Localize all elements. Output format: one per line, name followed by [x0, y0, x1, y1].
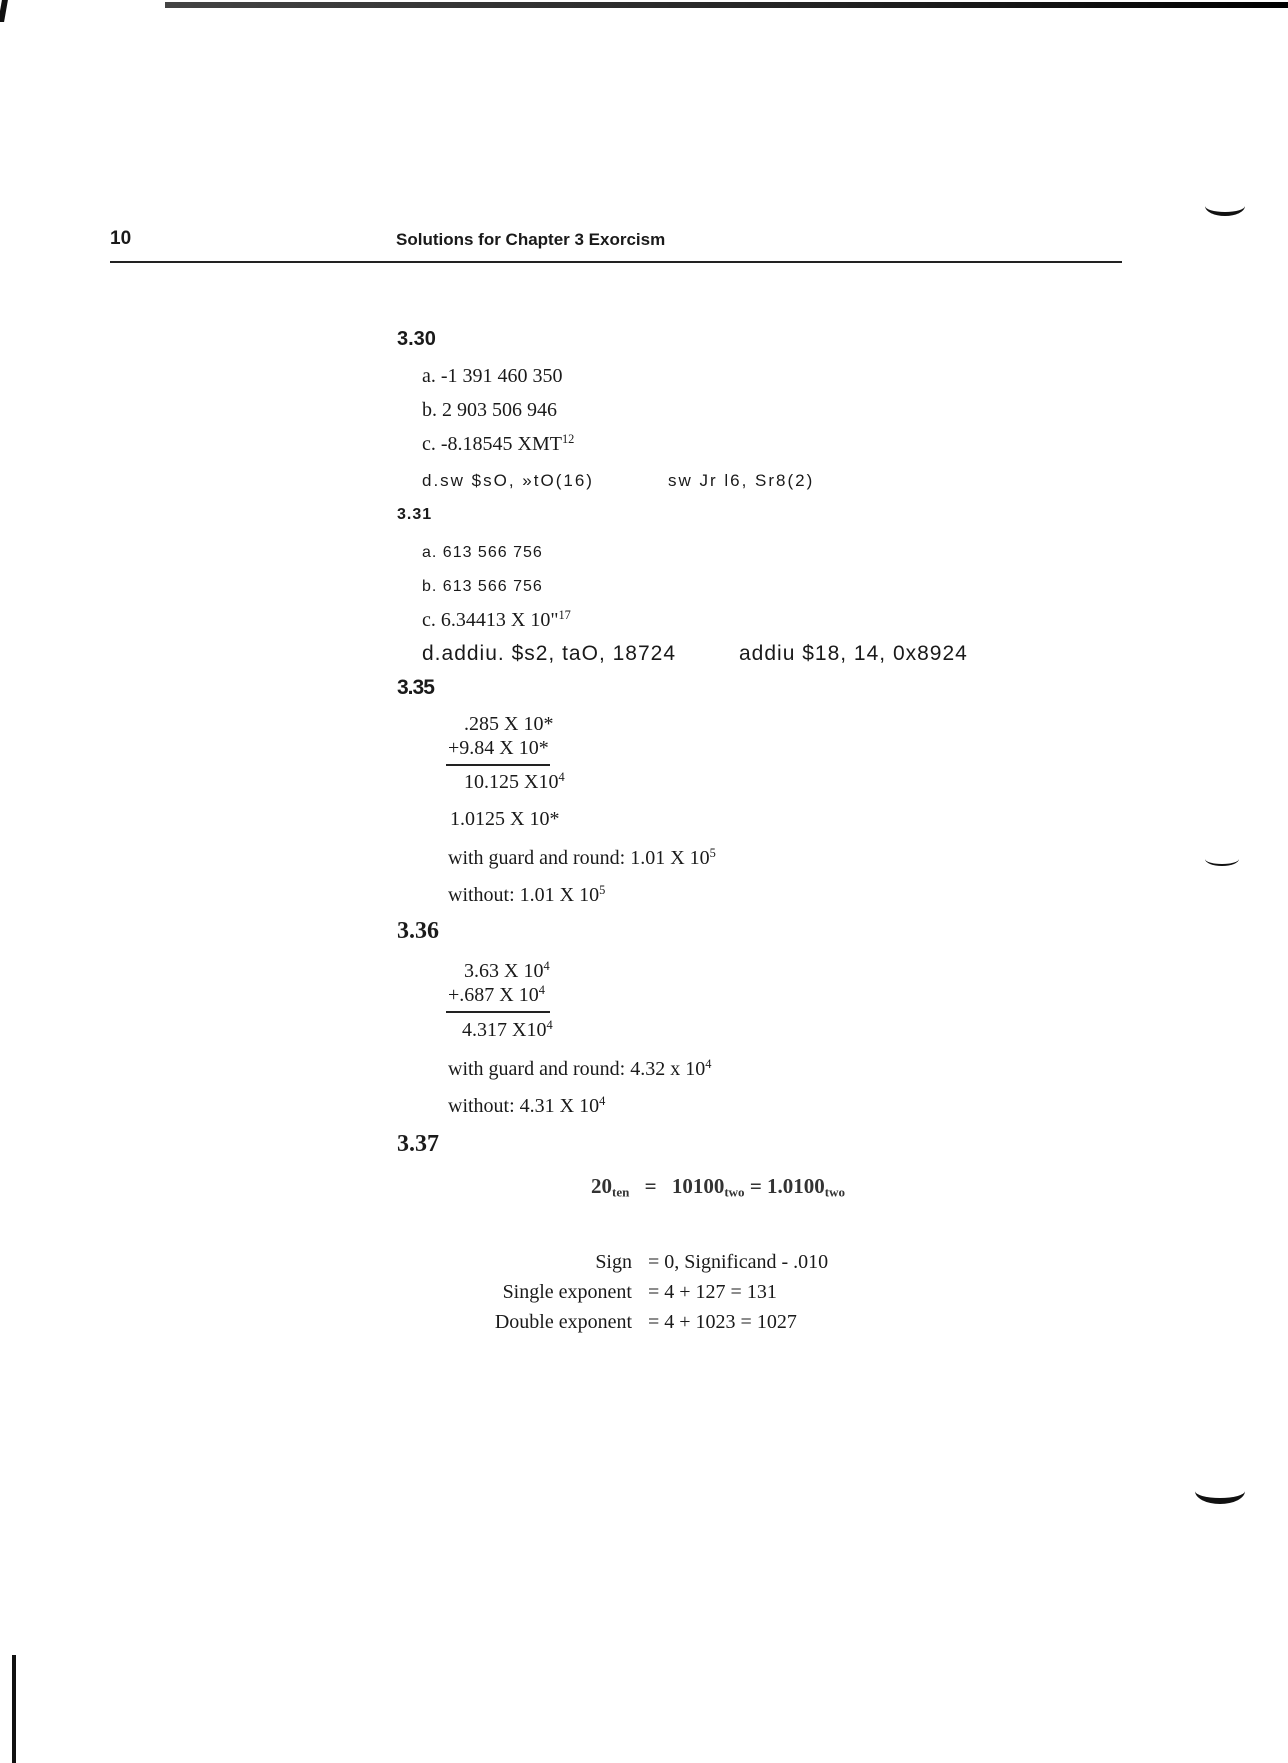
- s337-sign-value: = 0, Significand - .010: [648, 1251, 829, 1273]
- s336-addend-1: 3.63 X $10^4$: [464, 959, 550, 982]
- s331-item-c: c. 6.34413 X 10"$^{17}$: [422, 608, 571, 631]
- s335-sum: 10.125 $X10^4$: [464, 770, 565, 793]
- s335-addend-2: +9.84 X 10*: [448, 737, 549, 759]
- s331-item-d-right: addiu $18, 14, 0x8924: [739, 642, 968, 665]
- s331-item-d-left: d.addiu. $s2, taO, 18724: [422, 642, 677, 665]
- s330-item-d-right: sw Jr l6, Sr8(2): [668, 471, 815, 490]
- s337-single-exponent-label: Single exponent: [502, 1281, 632, 1303]
- scan-curl-mark: [1205, 852, 1239, 866]
- s336-without: without: 4.31 X $10^4$: [448, 1094, 606, 1117]
- s336-sum-rule: [446, 1011, 550, 1013]
- scan-curl-mark: [1195, 1478, 1245, 1504]
- s337-sign-label: Sign: [595, 1251, 632, 1273]
- s335-guard-round: with guard and round: 1.01 X $10^5$: [448, 846, 716, 869]
- s331-item-a: a. 613 566 756: [422, 544, 543, 561]
- section-3-37-heading: 3.37: [397, 1131, 439, 1157]
- s336-guard-round: with guard and round: 4.32 x $10^4$: [448, 1057, 712, 1080]
- section-3-36-heading: 3.36: [397, 918, 439, 944]
- s336-addend-2: +.687 X $10^4$: [448, 983, 545, 1006]
- s335-without: without: 1.01 X $10^5$: [448, 883, 606, 906]
- s335-sum-rule: [446, 764, 550, 766]
- s330-item-a: a. -1 391 460 350: [422, 365, 563, 387]
- chapter-title: Solutions for Chapter 3 Exorcism: [396, 230, 666, 249]
- section-3-31-heading: 3.31: [397, 506, 433, 523]
- s330-item-b: b. 2 903 506 946: [422, 399, 557, 421]
- section-3-35-heading: 3.35: [397, 676, 434, 699]
- scan-curl-mark: [1205, 196, 1245, 216]
- s337-conversion-equation: $20_{ten} = 10100_{two} = 1.0100_{two}$: [591, 1174, 846, 1200]
- scan-left-edge: [12, 1655, 16, 1763]
- scan-top-edge: [165, 2, 1288, 8]
- s337-single-exponent-value: = 4 + 127 = 131: [648, 1281, 777, 1303]
- scan-corner-mark: [0, 0, 8, 22]
- s337-double-exponent-value: = 4 + 1023 = 1027: [648, 1311, 797, 1333]
- s335-normalized: 1.0125 X 10*: [450, 808, 560, 830]
- s331-item-b: b. 613 566 756: [422, 578, 543, 595]
- s330-item-c: c. -8.18545 XMT$^{12}$: [422, 432, 575, 455]
- s336-sum: 4.317 $X10^4$: [462, 1018, 553, 1041]
- section-3-30-heading: 3.30: [397, 328, 436, 350]
- s330-item-d-left: d.sw $sO, »tO(16): [422, 471, 594, 490]
- s337-double-exponent-label: Double exponent: [494, 1311, 632, 1333]
- header-rule: [110, 261, 1122, 263]
- page-number: 10: [110, 228, 132, 249]
- s335-addend-1: .285 X 10*: [464, 713, 554, 735]
